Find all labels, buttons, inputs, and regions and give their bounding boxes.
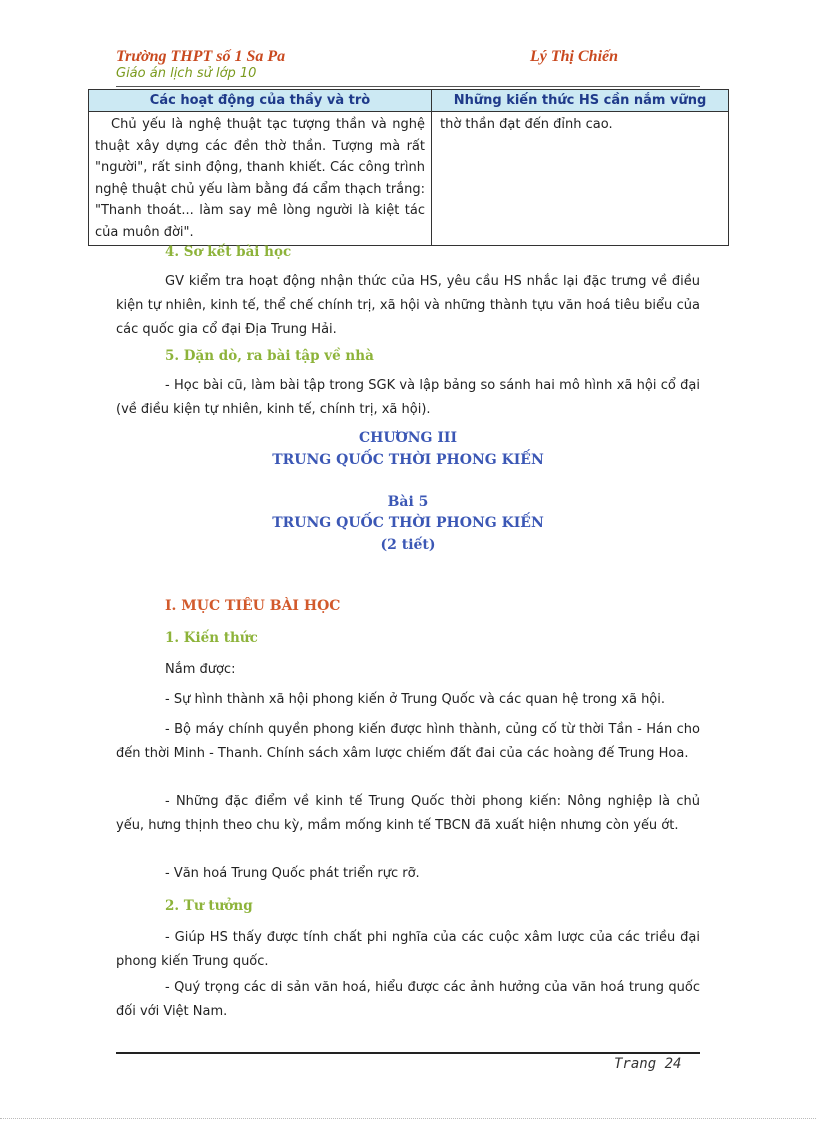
knowledge-title: 1. Kiến thức [165, 630, 258, 646]
lesson-label: Bài 5 [387, 494, 429, 510]
school-name: Trường THPT số 1 Sa Pa [116, 48, 286, 65]
table-header-row [89, 90, 729, 112]
knowledge-item-2: - Bộ máy chính quyền phong kiến được hình thành, củng cố từ thời Tần - Hán cho đến thời Minh - Thanh. Chính sách xâm lược chiếm đất đai của các hoàng đế Trung Hoa. [116, 722, 700, 761]
lesson-title: TRUNG QUỐC THỜI PHONG KIẾN [272, 515, 544, 531]
knowledge-intro: Nắm được: [165, 662, 236, 677]
thought-title: 2. Tư tưởng [165, 898, 253, 914]
thought-item-2: - Quý trọng các di sản văn hoá, hiểu được các ảnh hưởng của văn hoá trung quốc đối với Việt Nam. [116, 980, 700, 1019]
document-subtitle: Giáo án lịch sử lớp 10 [116, 66, 257, 81]
knowledge-item-1: - Sự hình thành xã hội phong kiến ở Trung Quốc và các quan hệ trong xã hội. [165, 692, 666, 707]
table-row [89, 112, 729, 246]
chapter-label: CHƯƠNG III [358, 430, 458, 446]
lesson-table [88, 89, 729, 246]
chapter-title: TRUNG QUỐC THỜI PHONG KIẾN [272, 452, 544, 468]
section-5-text: - Học bài cũ, làm bài tập trong SGK và lập bảng so sánh hai mô hình xã hội cổ đại (về điều kiện tự nhiên, kinh tế, chính trị, xã hội). [116, 378, 700, 417]
lesson-duration: (2 tiết) [380, 537, 436, 553]
knowledge-item-3: - Những đặc điểm về kinh tế Trung Quốc thời phong kiến: Nông nghiệp là chủ yếu, hưng thịnh theo chu kỳ, mầm mống kinh tế TBCN đã xuất hiện nhưng còn yếu ớt. [116, 794, 700, 833]
page-number: Trang 24 [614, 1056, 682, 1072]
table-header-knowledge: Những kiến thức HS cần nắm vững [432, 90, 729, 112]
thought-item-1: - Giúp HS thấy được tính chất phi nghĩa của các cuộc xâm lược của các triều đại phong kiến Trung quốc. [116, 930, 700, 969]
page-edge-dots [0, 1118, 816, 1119]
table-cell-knowledge: thờ thần đạt đến đỉnh cao. [432, 112, 729, 246]
objectives-heading: I. MỤC TIÊU BÀI HỌC [165, 598, 341, 614]
footer-rule [116, 1052, 700, 1054]
knowledge-item-4: - Văn hoá Trung Quốc phát triển rực rỡ. [165, 866, 420, 881]
table-cell-activities: Chủ yếu là nghệ thuật tạc tượng thần và nghệ thuật xây dựng các đền thờ thần. Tượng mà rất "người", rất sinh động, thanh khiết. Các công trình nghệ thuật chủ yếu làm bằng đá cẩm thạch trắng: "Thanh thoát... làm say mê lòng người là kiệt tác của muôn đời". [89, 112, 432, 246]
section-4-text: GV kiểm tra hoạt động nhận thức của HS, yêu cầu HS nhắc lại đặc trưng về điều kiện tự nhiên, kinh tế, thể chế chính trị, xã hội và những thành tựu văn hoá tiêu biểu của các quốc gia cổ đại Địa Trung Hải. [116, 274, 700, 337]
section-4-title: 4. Sơ kết bài học [165, 244, 292, 260]
author-name: Lý Thị Chiến [530, 48, 619, 65]
section-5-title: 5. Dặn dò, ra bài tập về nhà [165, 348, 374, 364]
table-header-activities: Các hoạt động của thầy và trò [89, 90, 432, 112]
header-rule [116, 86, 700, 87]
